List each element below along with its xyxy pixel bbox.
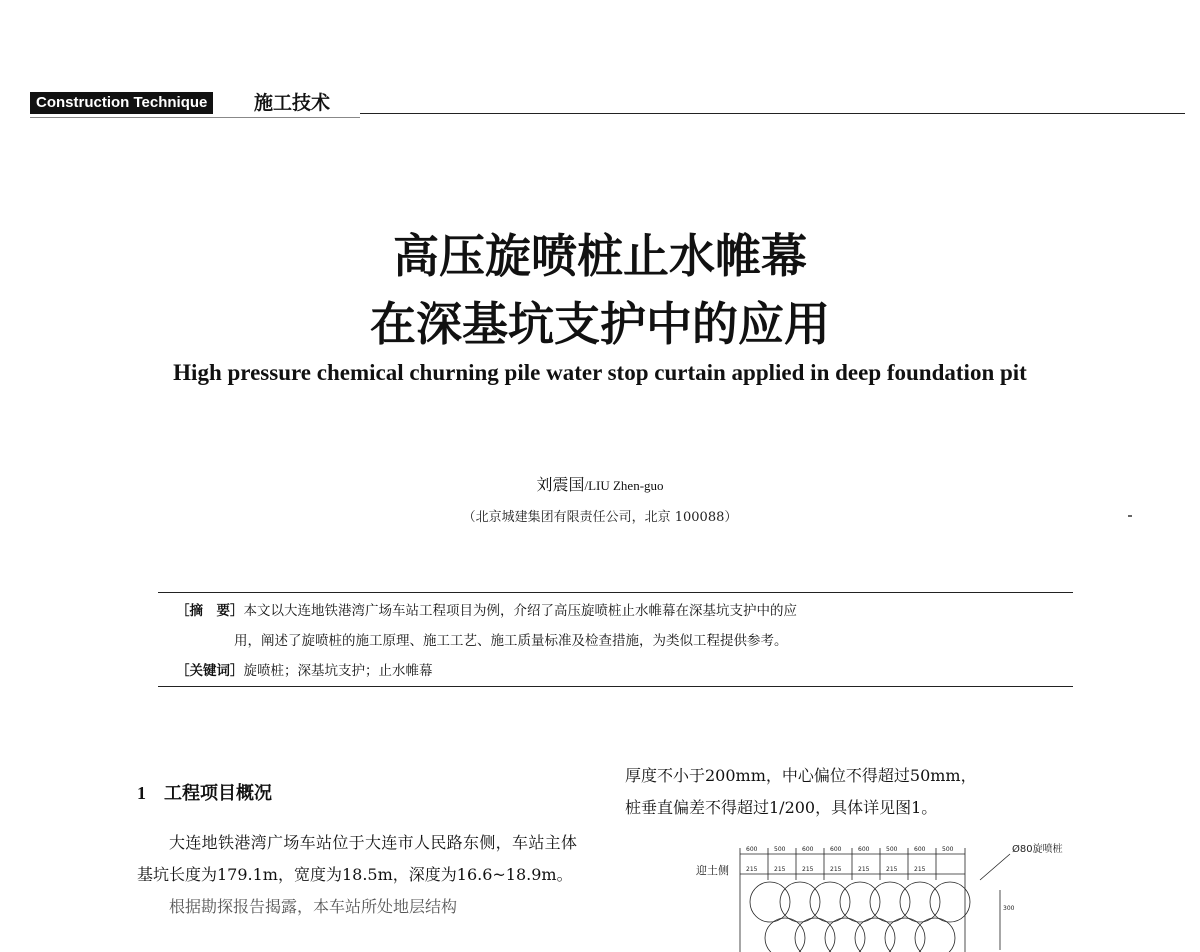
abstract-line2: 用，阐述了旋喷桩的施工原理、施工工艺、施工质量标准及检查措施，为类似工程提供参考。 xyxy=(234,633,788,649)
pile-circles-row1 xyxy=(750,882,970,922)
title-en: High pressure chemical churning pile water stop curtain applied in deep foundation pit xyxy=(173,360,1027,385)
section-paragraph-1: 大连地铁港湾广场车站位于大连市人民路东侧，车站主体基坑长度为179.1m，宽度为18.5m，深度为16.6~18.9m。 xyxy=(137,833,577,884)
abstract-text-line1: 本文以大连地铁港湾广场车站工程项目为例，介绍了高压旋喷桩止水帷幕在深基坑支护中的应 xyxy=(243,603,797,619)
inner-dim-label: 215 xyxy=(830,866,842,873)
inner-dim-label: 215 xyxy=(774,866,786,873)
pile-layout-figure xyxy=(660,840,1080,952)
title-cn-line2: 在深基坑支护中的应用 xyxy=(370,297,830,351)
callout-leader xyxy=(980,854,1010,880)
top-dim-label: 600 xyxy=(746,846,758,853)
section-tag-cn: 施工技术 xyxy=(254,92,331,114)
keywords-label: ［关键词］ xyxy=(176,663,244,679)
section-paragraph-2: 根据勘探报告揭露，本车站所处地层结构 xyxy=(169,897,458,916)
inner-dim-label: 215 xyxy=(746,866,758,873)
inner-dim-label: 215 xyxy=(802,866,814,873)
scan-mark xyxy=(1128,515,1132,517)
inner-dim-label: 215 xyxy=(914,866,926,873)
abstract-bottom-rule xyxy=(158,686,1073,687)
right-text-line1: 厚度不小于200mm，中心偏位不得超过50mm， xyxy=(625,766,977,785)
section-number: 1 xyxy=(137,783,146,803)
right-column xyxy=(625,760,1085,824)
top-dim-label: 500 xyxy=(886,846,898,853)
top-dim-label: 500 xyxy=(774,846,786,853)
author-name-cn: 刘震国 xyxy=(536,475,585,494)
top-dim-label: 500 xyxy=(942,846,954,853)
section-heading xyxy=(137,780,577,807)
left-column xyxy=(137,780,577,923)
top-dim-label: 600 xyxy=(802,846,814,853)
author-line xyxy=(0,474,1200,497)
abstract-block xyxy=(176,596,1056,686)
side-dim-label: 300 xyxy=(1003,905,1015,912)
title-cn-line1: 高压旋喷桩止水帷幕 xyxy=(393,229,807,283)
abstract-line1 xyxy=(176,596,1056,626)
pile-circles-row2 xyxy=(765,918,955,952)
abstract-label: ［摘 要］ xyxy=(176,603,244,619)
keywords-text: 旋喷桩；深基坑支护；止水帷幕 xyxy=(243,663,433,679)
right-text-line2: 桩垂直偏差不得超过1/200，具体详见图1。 xyxy=(625,798,938,817)
author-affiliation: （北京城建集团有限责任公司，北京 100088） xyxy=(462,510,738,525)
inner-dim-label: 215 xyxy=(886,866,898,873)
top-dim-label: 600 xyxy=(858,846,870,853)
figure-right-label: Ø80旋喷桩 xyxy=(1012,844,1063,855)
abstract-top-rule xyxy=(158,592,1073,593)
keywords-line xyxy=(176,656,1056,686)
top-dim-labels xyxy=(746,846,954,853)
top-dim-label: 600 xyxy=(830,846,842,853)
inner-dim-labels xyxy=(746,866,926,873)
author-name-en: /LIU Zhen-guo xyxy=(584,478,664,493)
dim-ticks xyxy=(740,848,965,952)
section-title: 工程项目概况 xyxy=(164,783,272,804)
inner-dim-label: 215 xyxy=(858,866,870,873)
figure-left-label: 迎土侧 xyxy=(696,864,729,877)
top-dim-label: 600 xyxy=(914,846,926,853)
section-tag-en: Construction Technique xyxy=(30,92,213,114)
header-rule xyxy=(360,113,1185,114)
journal-header xyxy=(30,92,1185,116)
header-underline xyxy=(30,117,360,118)
